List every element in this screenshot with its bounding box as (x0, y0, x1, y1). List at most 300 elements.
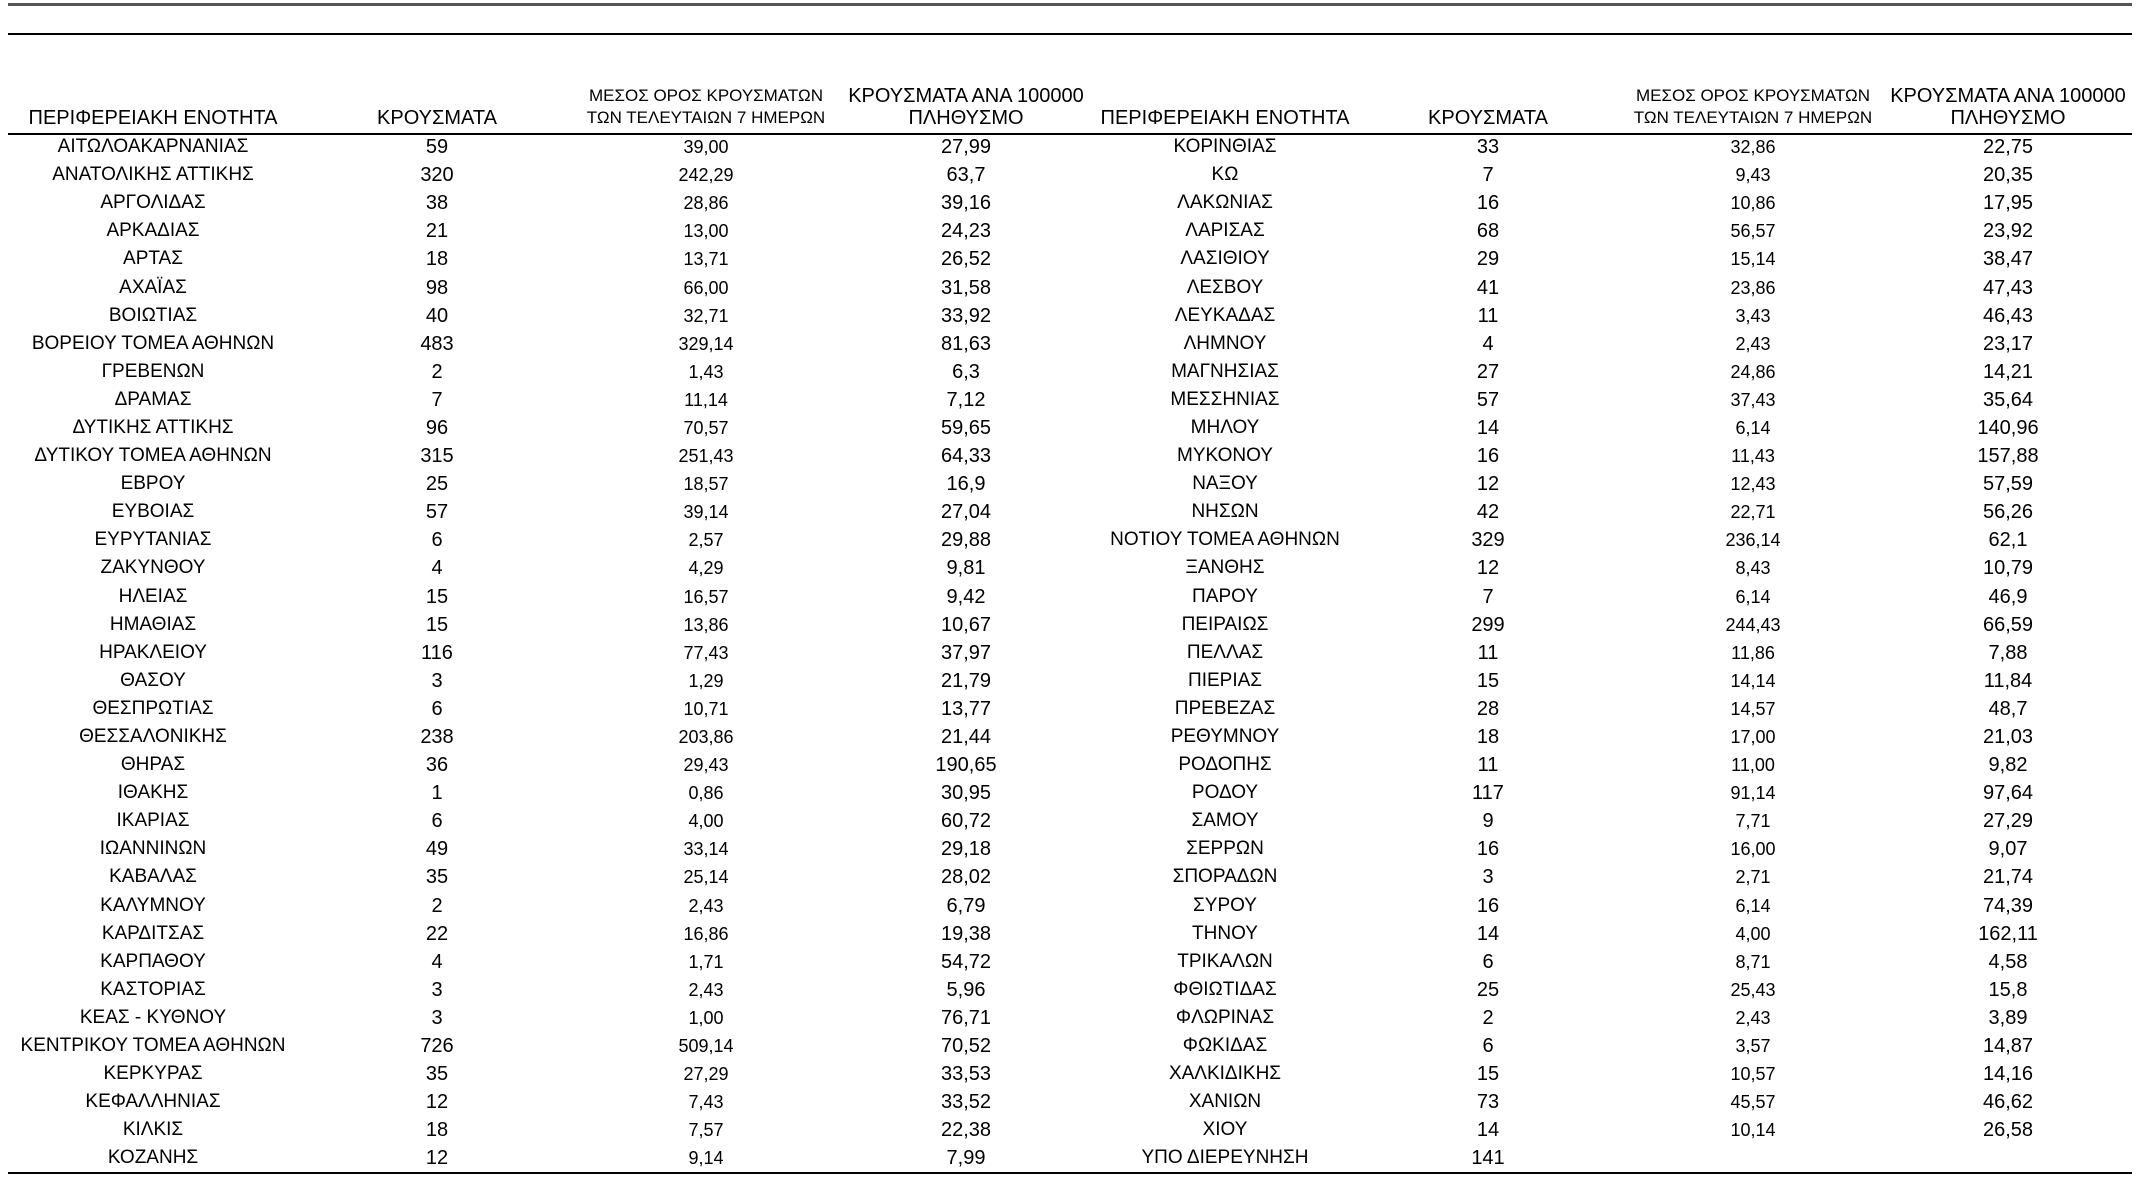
right-mean-7-days-cell: 12,43 (1730, 474, 1776, 495)
right-region-name-cell: ΣΕΡΡΩΝ (1186, 838, 1264, 860)
right-mean-7-days-cell: 23,86 (1730, 277, 1776, 298)
left-region-name-cell: ΗΡΑΚΛΕΙΟΥ (99, 641, 207, 663)
table-row (8, 611, 2132, 639)
table-row (8, 667, 2132, 695)
right-cases-per-100k-cell: 35,64 (1982, 388, 2034, 411)
right-mean-7-days-cell: 2,71 (1735, 867, 1771, 888)
right-mean-7-days-cell: 8,43 (1735, 558, 1771, 579)
left-cases-cell: 116 (421, 641, 453, 664)
right-region-name-cell: ΛΕΣΒΟΥ (1186, 276, 1264, 298)
left-cases-per-100k-cell: 29,18 (940, 838, 992, 861)
right-region-name-cell: ΡΟΔΟΠΗΣ (1178, 754, 1272, 776)
right-region-name-cell: ΧΑΛΚΙΔΙΚΗΣ (1168, 1063, 1282, 1085)
left-mean-7-days-cell: 1,71 (688, 951, 724, 972)
left-cases-per-100k-cell: 60,72 (940, 810, 992, 833)
left-region-name-cell: ΕΒΡΟΥ (120, 473, 186, 495)
left-cases-per-100k-cell: 190,65 (935, 754, 997, 777)
left-region-name-cell: ΑΡΓΟΛΙΔΑΣ (100, 192, 206, 214)
table-row (8, 863, 2132, 891)
right-region-name-cell: ΦΛΩΡΙΝΑΣ (1175, 1006, 1275, 1028)
left-cases-per-100k-cell: 7,99 (946, 1147, 986, 1170)
table-body (8, 133, 2132, 1172)
right-cases-cell: 117 (1472, 782, 1504, 805)
left-cases-cell: 3 (431, 669, 443, 692)
left-cases-per-100k-cell: 29,88 (940, 529, 992, 552)
right-mean-7-days-cell: 9,43 (1735, 165, 1771, 186)
table-row (8, 1088, 2132, 1116)
right-cases-cell: 68 (1476, 220, 1500, 243)
right-cases-per-100k-cell: 46,43 (1982, 304, 2034, 327)
right-cases-per-100k-cell: 57,59 (1982, 473, 2034, 496)
left-region-name-cell: ΖΑΚΥΝΘΟΥ (100, 557, 206, 579)
right-cases-per-100k-cell (1884, 1144, 2132, 1172)
left-cases-per-100k-cell: 76,71 (940, 1006, 992, 1029)
table-row (8, 920, 2132, 948)
table-row (8, 189, 2132, 217)
right-cases-cell: 6 (1482, 1035, 1494, 1058)
right-region-name-cell: ΥΠΟ ΔΙΕΡΕΥΝΗΣΗ (1141, 1147, 1309, 1169)
left-mean-7-days-cell: 4,00 (688, 811, 724, 832)
left-cases-cell: 6 (431, 697, 443, 720)
right-cases-cell: 12 (1476, 557, 1500, 580)
right-mean-7-days-cell: 10,86 (1730, 193, 1776, 214)
left-mean-7-days-cell: 18,57 (683, 474, 729, 495)
table-row (8, 133, 2132, 161)
left-mean-7-days-cell: 7,43 (688, 1092, 724, 1113)
right-region-name-cell: ΛΕΥΚΑΔΑΣ (1174, 304, 1276, 326)
left-mean-7-days-cell: 70,57 (683, 417, 729, 438)
right-cases-per-100k-cell: 10,79 (1982, 557, 2034, 580)
left-mean-7-days-cell: 1,43 (688, 361, 724, 382)
left-cases-per-100k-cell: 7,12 (946, 388, 986, 411)
right-cases-per-100k-cell: 9,82 (1988, 754, 2028, 777)
left-mean-7-days-cell: 7,57 (688, 1120, 724, 1141)
right-region-name-cell: ΠΙΕΡΙΑΣ (1187, 669, 1263, 691)
table-row (8, 835, 2132, 863)
right-mean-7-days-cell: 22,71 (1730, 502, 1776, 523)
left-cases-cell: 15 (425, 613, 449, 636)
left-mean-7-days-cell: 329,14 (678, 333, 734, 354)
left-region-name-cell: ΕΥΒΟΙΑΣ (111, 501, 195, 523)
right-mean-7-days-cell: 11,00 (1731, 755, 1775, 776)
right-cases-per-100k-cell: 7,88 (1988, 641, 2028, 664)
right-region-name-cell: ΜΑΓΝΗΣΙΑΣ (1171, 360, 1279, 382)
left-cases-per-100k-cell: 5,96 (946, 978, 986, 1001)
right-region-name-cell: ΝΑΞΟΥ (1192, 473, 1258, 495)
right-mean-7-days-cell: 10,14 (1730, 1120, 1776, 1141)
right-cases-per-100k-cell: 9,07 (1988, 838, 2028, 861)
right-cases-cell: 16 (1476, 838, 1500, 861)
table-row (8, 1144, 2132, 1172)
right-cases-per-100k-cell: 20,35 (1982, 164, 2034, 187)
left-region-name-cell: ΚΙΛΚΙΣ (122, 1119, 184, 1141)
left-cases-per-100k-cell: 31,58 (940, 276, 992, 299)
left-cases-cell: 315 (420, 445, 454, 468)
left-cases-cell: 98 (425, 276, 449, 299)
right-region-name-cell: ΝΟΤΙΟΥ ΤΟΜΕΑ ΑΘΗΝΩΝ (1110, 529, 1340, 551)
left-mean-7-days-cell: 16,86 (683, 923, 729, 944)
right-cases-cell: 11 (1477, 304, 1499, 327)
table-row (8, 414, 2132, 442)
left-region-name-cell: ΘΑΣΟΥ (120, 669, 186, 691)
left-mean-7-days-cell: 28,86 (683, 193, 729, 214)
right-region-name-cell: ΠΕΛΛΑΣ (1186, 641, 1264, 663)
right-cases-per-100k-cell: 23,17 (1982, 332, 2034, 355)
right-mean-7-days-cell: 6,14 (1735, 586, 1771, 607)
right-region-name-cell: ΞΑΝΘΗΣ (1185, 557, 1265, 579)
left-cases-cell: 22 (425, 922, 449, 945)
left-cases-cell: 238 (420, 726, 454, 749)
left-mean-7-days-cell: 203,86 (678, 727, 734, 748)
right-cases-per-100k-cell: 38,47 (1982, 248, 2034, 271)
left-region-name-cell: ΙΚΑΡΙΑΣ (116, 810, 190, 832)
left-cases-cell: 320 (420, 164, 454, 187)
right-region-name-cell: ΚΟΡΙΝΘΙΑΣ (1173, 136, 1277, 158)
right-cases-per-100k-cell: 62,1 (1988, 529, 2028, 552)
right-region-name-cell: ΣΠΟΡΑΔΩΝ (1172, 866, 1278, 888)
left-mean-7-days-cell: 509,14 (678, 1036, 734, 1057)
left-region-name-cell: ΘΗΡΑΣ (120, 754, 186, 776)
left-cases-per-100k-cell: 33,92 (940, 304, 992, 327)
left-cases-cell: 6 (431, 529, 443, 552)
right-mean-7-days-cell: 244,43 (1725, 614, 1781, 635)
right-mean-7-days-cell: 17,00 (1730, 727, 1776, 748)
left-region-name-cell: ΚΕΦΑΛΛΗΝΙΑΣ (85, 1091, 221, 1113)
table-row (8, 1032, 2132, 1060)
left-region-name-cell: ΘΕΣΠΡΩΤΙΑΣ (92, 697, 214, 719)
left-region-name-cell: ΗΛΕΙΑΣ (118, 585, 188, 607)
right-cases-per-100k-cell: 56,26 (1982, 501, 2034, 524)
table-row (8, 526, 2132, 554)
right-cases-per-100k-cell: 14,16 (1982, 1063, 2034, 1086)
left-mean-7-days-cell: 39,00 (683, 137, 729, 158)
left-region-name-cell: ΚΑΣΤΟΡΙΑΣ (100, 978, 206, 1000)
left-mean-7-days-cell: 1,29 (688, 670, 724, 691)
left-mean-7-days-cell: 2,57 (688, 530, 724, 551)
right-region-name-cell: ΧΙΟΥ (1202, 1119, 1248, 1141)
right-cases-cell: 73 (1476, 1091, 1500, 1114)
left-cases-per-100k-cell: 9,42 (946, 585, 986, 608)
table-row (8, 892, 2132, 920)
left-region-name-cell: ΔΥΤΙΚΟΥ ΤΟΜΕΑ ΑΘΗΝΩΝ (34, 445, 272, 467)
left-cases-per-100k-cell: 33,52 (940, 1091, 992, 1114)
left-cases-per-100k-cell: 39,16 (940, 192, 992, 215)
right-cases-cell: 3 (1482, 866, 1494, 889)
left-cases-cell: 57 (425, 501, 449, 524)
right-mean-7-days-cell: 6,14 (1735, 417, 1771, 438)
right-mean-7-days-cell: 15,14 (1730, 249, 1776, 270)
table-row (8, 302, 2132, 330)
left-region-name-cell: ΚΟΖΑΝΗΣ (107, 1147, 199, 1169)
header-mean-7d-right: ΜΕΣΟΣ ΟΡΟΣ ΚΡΟΥΣΜΑΤΩΝ ΤΩΝ ΤΕΛΕΥΤΑΙΩΝ 7 ΗΜΕΡΩΝ (1633, 86, 1873, 127)
right-cases-per-100k-cell: 97,64 (1982, 782, 2034, 805)
table-row (8, 695, 2132, 723)
left-cases-per-100k-cell: 19,38 (940, 922, 992, 945)
right-cases-cell: 15 (1476, 1063, 1500, 1086)
right-mean-7-days-cell: 2,43 (1735, 333, 1771, 354)
left-mean-7-days-cell: 2,43 (688, 979, 724, 1000)
left-cases-per-100k-cell: 10,67 (940, 613, 992, 636)
right-region-name-cell: ΜΥΚΟΝΟΥ (1177, 445, 1273, 467)
right-region-name-cell: ΛΗΜΝΟΥ (1183, 332, 1267, 354)
table-row (8, 1004, 2132, 1032)
right-region-name-cell: ΣΑΜΟΥ (1191, 810, 1259, 832)
right-cases-per-100k-cell: 3,89 (1988, 1006, 2028, 1029)
table-row (8, 217, 2132, 245)
right-cases-cell: 28 (1476, 697, 1500, 720)
right-mean-7-days-cell: 7,71 (1735, 811, 1771, 832)
table-row (8, 1060, 2132, 1088)
right-cases-cell: 16 (1476, 445, 1500, 468)
right-cases-per-100k-cell: 157,88 (1977, 445, 2039, 468)
left-mean-7-days-cell: 13,71 (683, 249, 729, 270)
table-row (8, 639, 2132, 667)
top-border-rule (8, 3, 2132, 6)
right-region-name-cell: ΠΕΙΡΑΙΩΣ (1181, 613, 1269, 635)
left-mean-7-days-cell: 25,14 (683, 867, 729, 888)
right-cases-cell: 4 (1482, 332, 1494, 355)
left-mean-7-days-cell: 11,14 (684, 389, 728, 410)
table-row (8, 358, 2132, 386)
right-region-name-cell: ΚΩ (1211, 164, 1239, 186)
left-region-name-cell: ΙΩΑΝΝΙΝΩΝ (99, 838, 207, 860)
right-cases-cell: 16 (1476, 192, 1500, 215)
left-cases-cell: 40 (425, 304, 449, 327)
header-per-100k-left: ΚΡΟΥΣΜΑΤΑ ΑΝΑ 100000 ΠΛΗΘΥΣΜΟ (848, 85, 1084, 129)
right-mean-7-days-cell: 32,86 (1730, 137, 1776, 158)
right-cases-per-100k-cell: 48,7 (1988, 697, 2028, 720)
left-cases-cell: 96 (425, 416, 449, 439)
left-cases-cell: 36 (425, 754, 449, 777)
table-row (8, 273, 2132, 301)
right-cases-per-100k-cell: 15,8 (1988, 978, 2028, 1001)
right-cases-per-100k-cell: 74,39 (1982, 894, 2034, 917)
right-region-name-cell: ΣΥΡΟΥ (1193, 894, 1257, 916)
right-cases-cell: 2 (1482, 1006, 1494, 1029)
right-region-name-cell: ΝΗΣΩΝ (1191, 501, 1259, 523)
right-cases-cell: 25 (1476, 978, 1500, 1001)
left-mean-7-days-cell: 77,43 (683, 642, 729, 663)
right-cases-cell: 18 (1476, 726, 1500, 749)
table-row (8, 442, 2132, 470)
right-region-name-cell: ΜΕΣΣΗΝΙΑΣ (1170, 388, 1280, 410)
right-region-name-cell: ΦΩΚΙΔΑΣ (1182, 1035, 1268, 1057)
right-cases-cell: 14 (1476, 416, 1500, 439)
left-mean-7-days-cell: 2,43 (688, 895, 724, 916)
left-mean-7-days-cell: 9,14 (688, 1148, 724, 1169)
left-cases-per-100k-cell: 16,9 (946, 473, 986, 496)
left-region-name-cell: ΒΟΙΩΤΙΑΣ (108, 304, 198, 326)
left-cases-cell: 12 (425, 1091, 449, 1114)
left-cases-cell: 6 (431, 810, 443, 833)
left-cases-per-100k-cell: 28,02 (940, 866, 992, 889)
right-mean-7-days-cell: 2,43 (1735, 1007, 1771, 1028)
right-cases-cell: 329 (1471, 529, 1505, 552)
table-row (8, 1116, 2132, 1144)
table-row (8, 386, 2132, 414)
table-row (8, 976, 2132, 1004)
right-mean-7-days-cell: 14,57 (1730, 698, 1776, 719)
header-region-right: ΠΕΡΙΦΕΡΕΙΑΚΗ ΕΝΟΤΗΤΑ (1100, 107, 1350, 129)
left-region-name-cell: ΔΥΤΙΚΗΣ ΑΤΤΙΚΗΣ (72, 416, 234, 438)
left-mean-7-days-cell: 13,86 (683, 614, 729, 635)
left-region-name-cell: ΚΑΒΑΛΑΣ (109, 866, 197, 888)
right-mean-7-days-cell: 37,43 (1730, 389, 1776, 410)
left-cases-cell: 7 (431, 388, 443, 411)
left-region-name-cell: ΚΕΑΣ - ΚΥΘΝΟΥ (79, 1006, 227, 1028)
right-region-name-cell: ΛΑΚΩΝΙΑΣ (1177, 192, 1273, 214)
left-cases-per-100k-cell: 26,52 (940, 248, 992, 271)
left-cases-cell: 25 (425, 473, 449, 496)
right-cases-per-100k-cell: 66,59 (1982, 613, 2034, 636)
left-region-name-cell: ΚΕΝΤΡΙΚΟΥ ΤΟΜΕΑ ΑΘΗΝΩΝ (20, 1035, 286, 1057)
left-cases-per-100k-cell: 13,77 (940, 697, 992, 720)
left-mean-7-days-cell: 0,86 (688, 783, 724, 804)
table-row (8, 807, 2132, 835)
right-mean-7-days-cell: 11,86 (1731, 642, 1775, 663)
right-cases-cell: 14 (1476, 1119, 1500, 1142)
left-region-name-cell: ΚΕΡΚΥΡΑΣ (103, 1063, 203, 1085)
left-cases-per-100k-cell: 63,7 (946, 164, 986, 187)
right-cases-cell: 6 (1482, 950, 1494, 973)
right-mean-7-days-cell: 8,71 (1735, 951, 1771, 972)
table-row (8, 583, 2132, 611)
right-cases-per-100k-cell: 27,29 (1982, 810, 2034, 833)
table-header (8, 79, 2132, 133)
right-cases-per-100k-cell: 162,11 (1978, 922, 2038, 945)
header-cases-left: ΚΡΟΥΣΜΑΤΑ (377, 107, 497, 129)
right-region-name-cell: ΤΗΝΟΥ (1192, 922, 1258, 944)
left-cases-cell: 483 (420, 332, 454, 355)
right-mean-7-days-cell: 10,57 (1730, 1064, 1776, 1085)
left-cases-cell: 1 (431, 782, 443, 805)
left-region-name-cell: ΑΡΤΑΣ (123, 248, 183, 270)
table-row (8, 723, 2132, 751)
left-cases-cell: 4 (431, 950, 443, 973)
left-cases-cell: 726 (420, 1035, 454, 1058)
left-region-name-cell: ΑΡΚΑΔΙΑΣ (106, 220, 200, 242)
left-cases-per-100k-cell: 30,95 (940, 782, 992, 805)
left-cases-per-100k-cell: 27,04 (940, 501, 992, 524)
header-mean-7d-left: ΜΕΣΟΣ ΟΡΟΣ ΚΡΟΥΣΜΑΤΩΝ ΤΩΝ ΤΕΛΕΥΤΑΙΩΝ 7 ΗΜΕΡΩΝ (586, 86, 826, 127)
right-region-name-cell: ΤΡΙΚΑΛΩΝ (1177, 950, 1273, 972)
left-mean-7-days-cell: 66,00 (683, 277, 729, 298)
right-mean-7-days-cell: 25,43 (1730, 979, 1776, 1000)
left-mean-7-days-cell: 10,71 (683, 698, 729, 719)
left-mean-7-days-cell: 242,29 (678, 165, 734, 186)
left-cases-per-100k-cell: 33,53 (940, 1063, 992, 1086)
left-cases-cell: 2 (431, 360, 443, 383)
right-mean-7-days-cell: 91,14 (1730, 783, 1776, 804)
right-region-name-cell: ΠΡΕΒΕΖΑΣ (1174, 697, 1276, 719)
left-cases-cell: 18 (425, 248, 449, 271)
left-mean-7-days-cell: 4,29 (688, 558, 724, 579)
left-region-name-cell: ΙΘΑΚΗΣ (117, 782, 189, 804)
left-region-name-cell: ΓΡΕΒΕΝΩΝ (101, 360, 205, 382)
left-cases-cell: 49 (425, 838, 449, 861)
left-cases-per-100k-cell: 21,44 (940, 726, 992, 749)
header-row (8, 79, 2132, 133)
right-cases-cell: 15 (1476, 669, 1500, 692)
left-cases-cell: 12 (425, 1147, 449, 1170)
table-row (8, 470, 2132, 498)
cases-by-regional-unit-table (8, 79, 2132, 1172)
left-cases-cell: 3 (431, 1006, 443, 1029)
left-cases-per-100k-cell: 24,23 (940, 220, 992, 243)
right-cases-cell: 9 (1482, 810, 1494, 833)
left-mean-7-days-cell: 1,00 (688, 1007, 724, 1028)
right-cases-cell: 11 (1477, 754, 1499, 777)
left-region-name-cell: ΑΧΑΪΑΣ (119, 276, 187, 298)
left-region-name-cell: ΑΙΤΩΛΟΑΚΑΡΝΑΝΙΑΣ (57, 136, 249, 158)
right-mean-7-days-cell: 14,14 (1730, 670, 1776, 691)
left-cases-cell: 2 (431, 894, 443, 917)
left-cases-per-100k-cell: 37,97 (940, 641, 992, 664)
left-cases-cell: 35 (425, 1063, 449, 1086)
header-cases-right: ΚΡΟΥΣΜΑΤΑ (1428, 107, 1548, 129)
left-mean-7-days-cell: 33,14 (683, 839, 729, 860)
right-mean-7-days-cell (1622, 1144, 1884, 1172)
left-cases-per-100k-cell: 54,72 (940, 950, 992, 973)
left-region-name-cell: ΚΑΡΔΙΤΣΑΣ (101, 922, 205, 944)
left-cases-per-100k-cell: 9,81 (946, 557, 986, 580)
table-row (8, 779, 2132, 807)
right-cases-cell: 7 (1482, 164, 1494, 187)
left-cases-per-100k-cell: 6,3 (952, 360, 980, 383)
right-cases-per-100k-cell: 26,58 (1982, 1119, 2034, 1142)
right-cases-cell: 27 (1476, 360, 1500, 383)
right-cases-cell: 33 (1476, 136, 1500, 159)
right-cases-per-100k-cell: 23,92 (1982, 220, 2034, 243)
left-region-name-cell: ΑΝΑΤΟΛΙΚΗΣ ΑΤΤΙΚΗΣ (52, 164, 254, 186)
right-region-name-cell: ΡΕΘΥΜΝΟΥ (1170, 726, 1280, 748)
left-cases-cell: 3 (431, 978, 443, 1001)
left-region-name-cell: ΚΑΛΥΜΝΟΥ (100, 894, 206, 916)
right-mean-7-days-cell: 56,57 (1730, 221, 1776, 242)
left-cases-per-100k-cell: 21,79 (940, 669, 992, 692)
right-cases-cell: 12 (1476, 473, 1500, 496)
right-cases-per-100k-cell: 4,58 (1988, 950, 2028, 973)
right-cases-cell: 29 (1476, 248, 1500, 271)
header-per-100k-right: ΚΡΟΥΣΜΑΤΑ ΑΝΑ 100000 ΠΛΗΘΥΣΜΟ (1890, 85, 2126, 129)
left-cases-per-100k-cell: 6,79 (946, 894, 986, 917)
left-mean-7-days-cell: 16,57 (683, 586, 729, 607)
right-region-name-cell: ΧΑΝΙΩΝ (1188, 1091, 1262, 1113)
right-cases-cell: 16 (1476, 894, 1500, 917)
table-row (8, 245, 2132, 273)
right-region-name-cell: ΛΑΣΙΘΙΟΥ (1180, 248, 1270, 270)
left-cases-cell: 15 (425, 585, 449, 608)
right-mean-7-days-cell: 45,57 (1730, 1092, 1776, 1113)
left-region-name-cell: ΘΕΣΣΑΛΟΝΙΚΗΣ (79, 726, 227, 748)
left-region-name-cell: ΔΡΑΜΑΣ (114, 388, 192, 410)
right-cases-cell: 7 (1482, 585, 1494, 608)
right-region-name-cell: ΡΟΔΟΥ (1191, 782, 1259, 804)
left-region-name-cell: ΚΑΡΠΑΘΟΥ (100, 950, 206, 972)
right-cases-cell: 11 (1477, 641, 1499, 664)
right-cases-per-100k-cell: 22,75 (1982, 136, 2034, 159)
left-cases-per-100k-cell: 22,38 (940, 1119, 992, 1142)
right-cases-per-100k-cell: 140,96 (1977, 416, 2039, 439)
left-cases-per-100k-cell: 81,63 (940, 332, 992, 355)
left-mean-7-days-cell: 251,43 (678, 446, 734, 467)
right-cases-cell: 41 (1476, 276, 1500, 299)
table-row (8, 751, 2132, 779)
left-cases-cell: 38 (425, 192, 449, 215)
right-region-name-cell: ΛΑΡΙΣΑΣ (1185, 220, 1265, 242)
right-mean-7-days-cell: 3,57 (1735, 1036, 1771, 1057)
table-row (8, 161, 2132, 189)
